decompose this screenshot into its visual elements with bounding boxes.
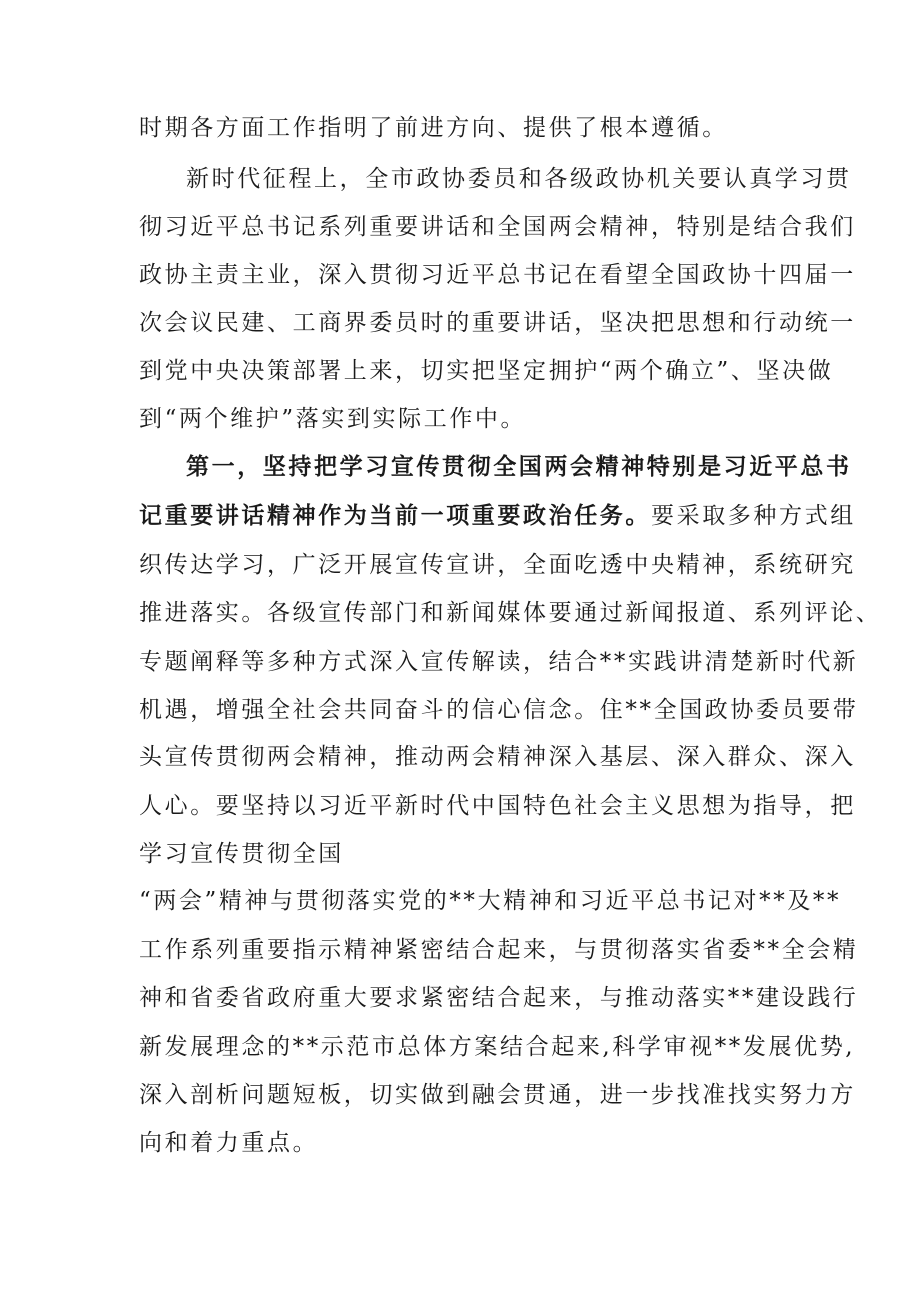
text-line: 推进落实。各级宣传部门和新闻媒体要通过新闻报道、系列评论、 — [139, 600, 882, 626]
text-line: 神和省委省政府重大要求紧密结合起来，与推动落实**建设践行 — [139, 985, 859, 1011]
text-line: 专题阐释等多种方式深入宣传解读，结合**实践讲清楚新时代新 — [139, 649, 859, 675]
text-line: 学习宣传贯彻全国 — [139, 841, 344, 867]
text-line: 到“两个维护”落实到实际工作中。 — [139, 406, 527, 432]
text-line: 新时代征程上，全市政协委员和各级政协机关要认真学习贯 — [186, 166, 852, 192]
text-line: “两会”精神与贯彻落实党的**大精神和习近平总书记对**及** — [139, 888, 842, 914]
text-line: 深入剖析问题短板，切实做到融会贯通，进一步找准找实努力方 — [139, 1082, 856, 1108]
text-line — [139, 501, 856, 531]
text-line: 织传达学习，广泛开展宣传宣讲，全面吃透中央精神，系统研究 — [139, 552, 856, 578]
text-line: 到党中央决策部署上来，切实把坚定拥护“两个确立”、坚决做 — [139, 358, 834, 384]
text-line: 工作系列重要指示精神紧密结合起来，与贯彻落实省委**全会精 — [139, 937, 859, 963]
text-line: 彻习近平总书记系列重要讲话和全国两会精神，特别是结合我们 — [139, 214, 856, 240]
text-line: 政协主责主业，深入贯彻习近平总书记在看望全国政协十四届一 — [139, 262, 856, 288]
text-line: 时期各方面工作指明了前进方向、提供了根本遵循。 — [139, 115, 728, 141]
text-line: 次会议民建、工商界委员时的重要讲话，坚决把思想和行动统一 — [139, 310, 856, 336]
text-line: 人心。要坚持以习近平新时代中国特色社会主义思想为指导，把 — [139, 793, 856, 819]
heading-line: 第一，坚持把学习宣传贯彻全国两会精神特别是习近平总书 — [186, 453, 852, 480]
text-run: 要采取多种方式组 — [651, 503, 856, 529]
text-line: 新发展理念的**示范市总体方案结合起来,科学审视**发展优势, — [139, 1034, 856, 1060]
text-line: 头宣传贯彻两会精神，推动两会精神深入基层、深入群众、深入 — [139, 744, 856, 770]
heading-line-end: 记重要讲话精神作为当前一项重要政治任务。 — [139, 502, 651, 529]
text-line: 向和着力重点。 — [139, 1130, 319, 1156]
text-line: 机遇，增强全社会共同奋斗的信心信念。住**全国政协委员要带 — [139, 697, 859, 723]
